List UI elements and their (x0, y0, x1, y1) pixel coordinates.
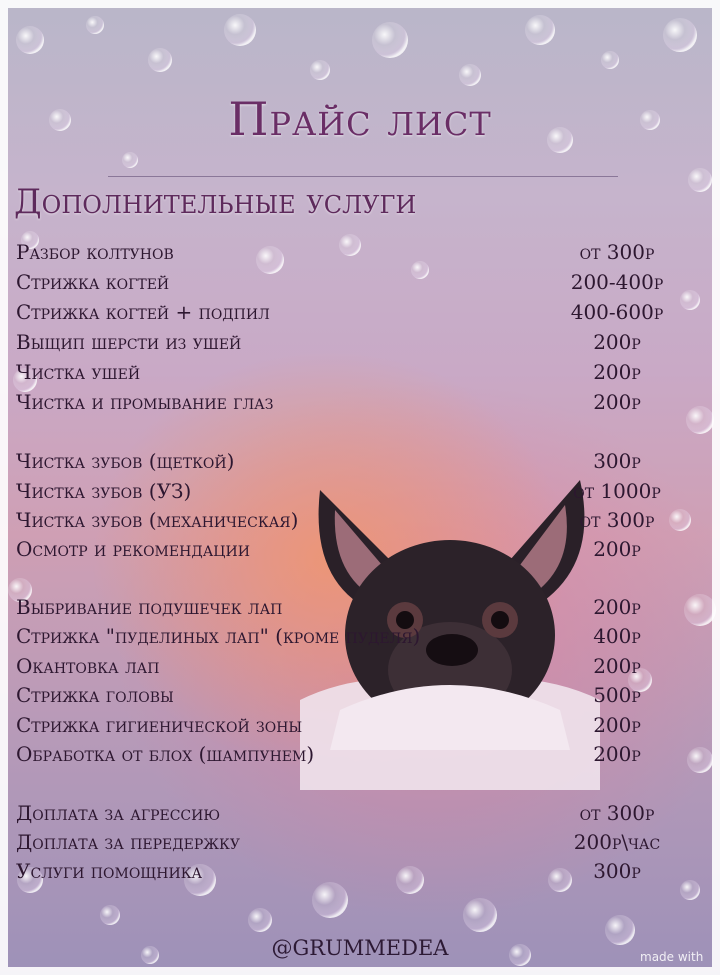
price-row (16, 449, 672, 478)
service-price: 400-600р (570, 300, 664, 324)
price-row (16, 624, 672, 653)
service-name: Стрижка когтей (16, 270, 170, 294)
service-price: 200р\час (573, 830, 661, 854)
price-row (16, 537, 672, 566)
service-name: Чистка и промывание глаз (16, 390, 274, 414)
title-divider (108, 176, 618, 177)
service-name: Доплата за передержку (16, 830, 240, 854)
instagram-handle: @GRUMMEDEA (271, 936, 449, 960)
service-price: от 300р (579, 508, 655, 532)
service-price: 200р (593, 330, 641, 354)
service-name: Окантовка лап (16, 654, 160, 678)
price-row (16, 330, 672, 359)
price-row (16, 390, 672, 419)
price-row (16, 240, 672, 269)
service-name: Выбривание подушечек лап (16, 595, 283, 619)
service-price: 200р (593, 742, 641, 766)
service-name: Услуги помощника (16, 859, 203, 883)
price-row (16, 654, 672, 683)
service-price: 300р (593, 449, 641, 473)
price-row (16, 830, 672, 859)
service-price: 200р (593, 390, 641, 414)
service-name: Стрижка гигиенической зоны (16, 713, 303, 737)
service-price: 200р (593, 713, 641, 737)
service-price: от 300р (579, 801, 655, 825)
price-row (16, 360, 672, 389)
price-row (16, 859, 672, 888)
price-row (16, 713, 672, 742)
section-title: Дополнительные услуги (14, 182, 417, 222)
service-name: Доплата за агрессию (16, 801, 221, 825)
service-name: Чистка ушей (16, 360, 141, 384)
price-row (16, 300, 672, 329)
service-name: Обработка от блох (шампунем) (16, 742, 315, 766)
price-row (16, 270, 672, 299)
price-row (16, 683, 672, 712)
app-watermark: made with (640, 950, 704, 964)
service-price: 200-400р (570, 270, 664, 294)
service-price: 500р (593, 683, 641, 707)
price-row (16, 801, 672, 830)
service-price: 200р (593, 595, 641, 619)
service-name: Выщип шерсти из ушей (16, 330, 242, 354)
price-row (16, 479, 672, 508)
service-name: Стрижка "пуделиных лап" (кроме пуделя) (16, 624, 421, 648)
price-row (16, 508, 672, 537)
service-price: 200р (593, 537, 641, 561)
service-price: 400р (593, 624, 641, 648)
service-price: 300р (593, 859, 641, 883)
service-name: Разбор колтунов (16, 240, 174, 264)
service-name: Чистка зубов (щеткой) (16, 449, 235, 473)
page-title: Прайс лист (228, 92, 492, 146)
service-price: 200р (593, 360, 641, 384)
service-name: Чистка зубов (механическая) (16, 508, 299, 532)
service-name: Стрижка когтей + подпил (16, 300, 270, 324)
service-price: от 300р (579, 240, 655, 264)
price-row (16, 742, 672, 771)
service-price: от 1000р (573, 479, 661, 503)
service-name: Чистка зубов (УЗ) (16, 479, 192, 503)
service-price: 200р (593, 654, 641, 678)
service-name: Осмотр и рекомендации (16, 537, 250, 561)
price-row (16, 595, 672, 624)
service-name: Стрижка головы (16, 683, 174, 707)
